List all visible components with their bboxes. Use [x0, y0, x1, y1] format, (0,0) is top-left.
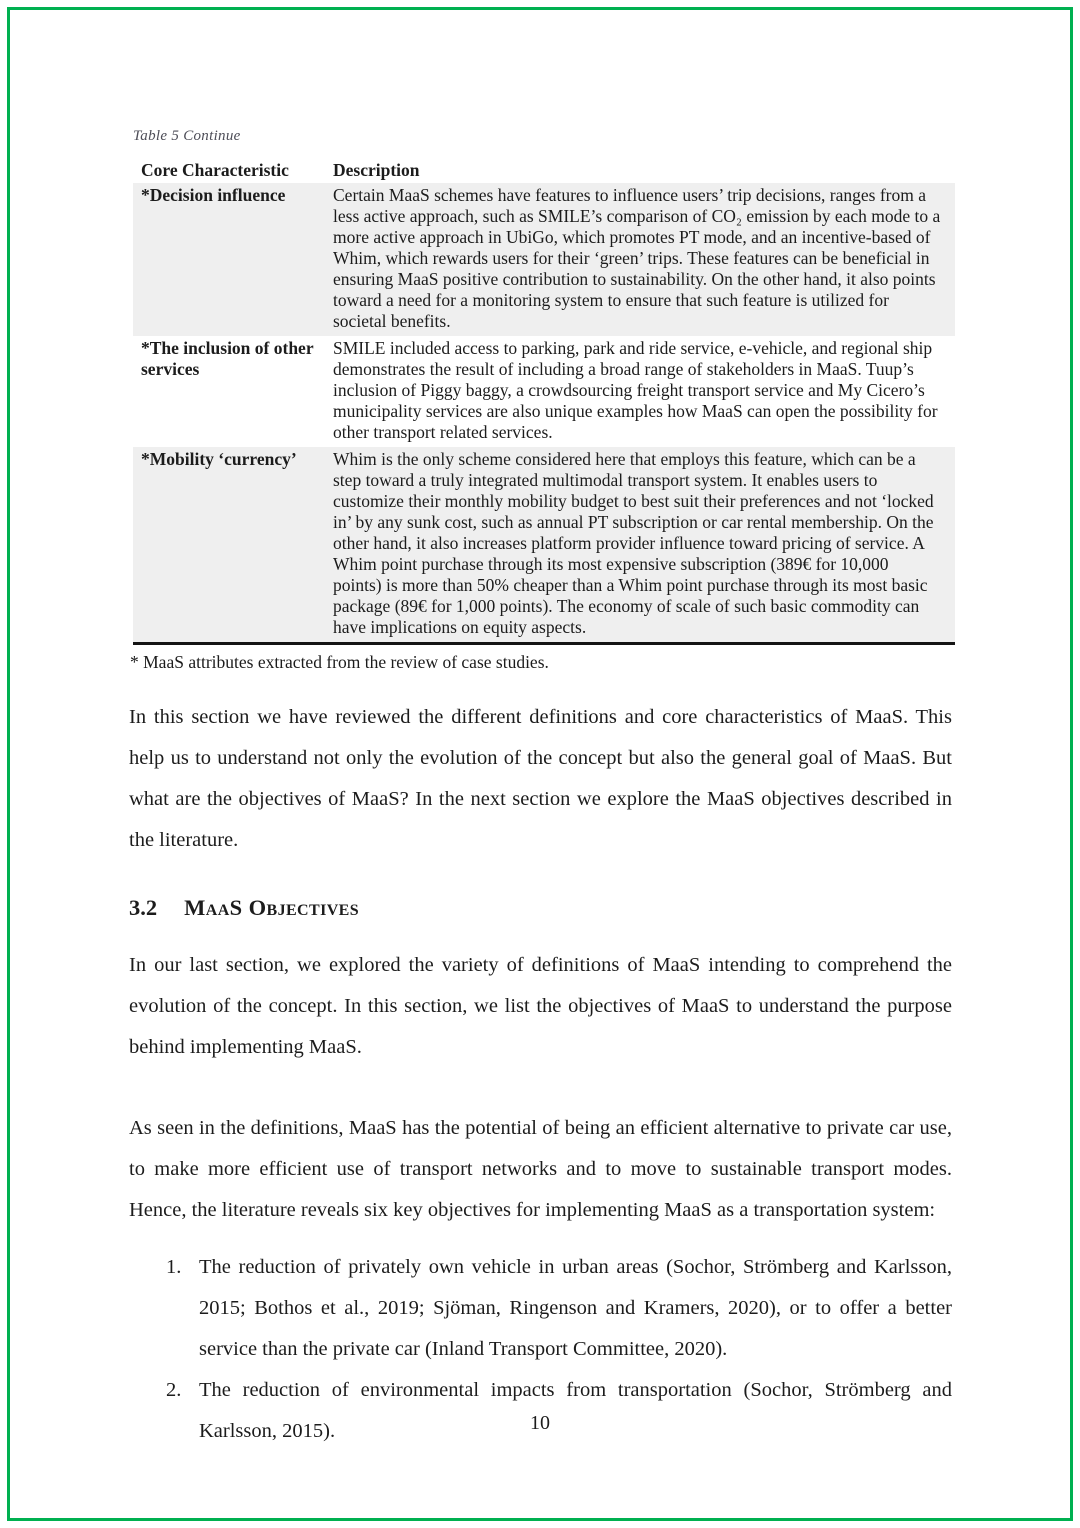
- table-header-row: [133, 159, 955, 183]
- list-item-text: The reduction of privately own vehicle in urban areas (Sochor, Strömberg and Karlsson, 2015; Bothos et al., 2019; Sjöman, Ringenson and Kramers, 2020), or to offer a better service than the private car (Inland Transport Committee, 2020).: [199, 1256, 952, 1360]
- table-row: [133, 183, 955, 336]
- table-caption: Table 5 Continue: [133, 128, 241, 144]
- list-item-number: 1.: [166, 1256, 182, 1278]
- paragraph: In this section we have reviewed the different definitions and core characteristics of MaaS. This help us to understand not only the evolution of the concept but also the general goal of MaaS. But what are the objectives of MaaS? In the next section we explore the MaaS objectives described in the literature.: [129, 706, 952, 851]
- table-header-description: Description: [333, 160, 420, 180]
- page-number: 10: [530, 1412, 550, 1434]
- list-item: [129, 1247, 952, 1370]
- table-footnote: * MaaS attributes extracted from the review of case studies.: [130, 652, 549, 672]
- table-cell-description: SMILE included access to parking, park and ride service, e-vehicle, and regional ship demonstrates the result of including a broad range of stakeholders in MaaS. Tuup’s inclusion of Piggy baggy, a crowdsourcing freight transport service and My Cicero’s municipality services are also unique examples how MaaS can open the possibility for other transport related services.: [333, 338, 938, 442]
- table-cell-characteristic: *The inclusion of other services: [141, 338, 314, 379]
- section-heading: [129, 895, 1080, 921]
- list-item-number: 2.: [166, 1379, 182, 1401]
- table-row: [133, 447, 955, 642]
- list-item-text: The reduction of environmental impacts from transportation (Sochor, Strömberg and Karlsson, 2015).: [199, 1379, 952, 1442]
- table-cell-characteristic: *Mobility ‘currency’: [141, 449, 297, 469]
- table-cell-description: Whim is the only scheme considered here that employs this feature, which can be a step toward a truly integrated multimodal transport system. It enables users to customize their monthly mobility budget to best suit their preferences and not ‘locked in’ by any sunk cost, such as annual PT subscription or car rental membership. On the other hand, it also increases platform provider influence toward pricing of service. A Whim point purchase through its most expensive subscription (389€ for 10,000 points) is more than 50% cheaper than a Whim point purchase through its most basic package (89€ for 1,000 points). The economy of scale of such basic commodity can have implications on equity aspects.: [333, 449, 934, 637]
- body-text: [129, 697, 952, 861]
- table-row: [133, 336, 955, 447]
- body-text: [129, 945, 952, 1231]
- section-number: 3.2: [129, 895, 158, 920]
- table-header-characteristic: Core Characteristic: [141, 160, 289, 180]
- table-5-continued: [133, 159, 955, 645]
- list-item: [129, 1370, 952, 1452]
- section-title: MaaS Objectives: [184, 895, 360, 920]
- paragraph: As seen in the definitions, MaaS has the potential of being an efficient alternative to private car use, to make more efficient use of transport networks and to move to sustainable transport modes. Hence, the literature reveals six key objectives for implementing MaaS as a transportation system:: [129, 1117, 952, 1221]
- table-cell-characteristic: *Decision influence: [141, 185, 286, 205]
- table-cell-description: Certain MaaS schemes have features to influence users’ trip decisions, ranges from a less active approach, such as SMILE’s comparison of CO₂ emission by each mode to a more active approach in UbiGo, which promotes PT mode, and an incentive-based of Whim, which rewards users for their ‘green’ trips. These features can be beneficial in ensuring MaaS positive contribution to sustainability. On the other hand, it also points toward a need for a monitoring system to ensure that such feature is utilized for societal benefits.: [333, 185, 941, 331]
- paragraph: In our last section, we explored the variety of definitions of MaaS intending to comprehend the evolution of the concept. In this section, we list the objectives of MaaS to understand the purpose behind implementing MaaS.: [129, 954, 952, 1058]
- table-body: [133, 183, 955, 642]
